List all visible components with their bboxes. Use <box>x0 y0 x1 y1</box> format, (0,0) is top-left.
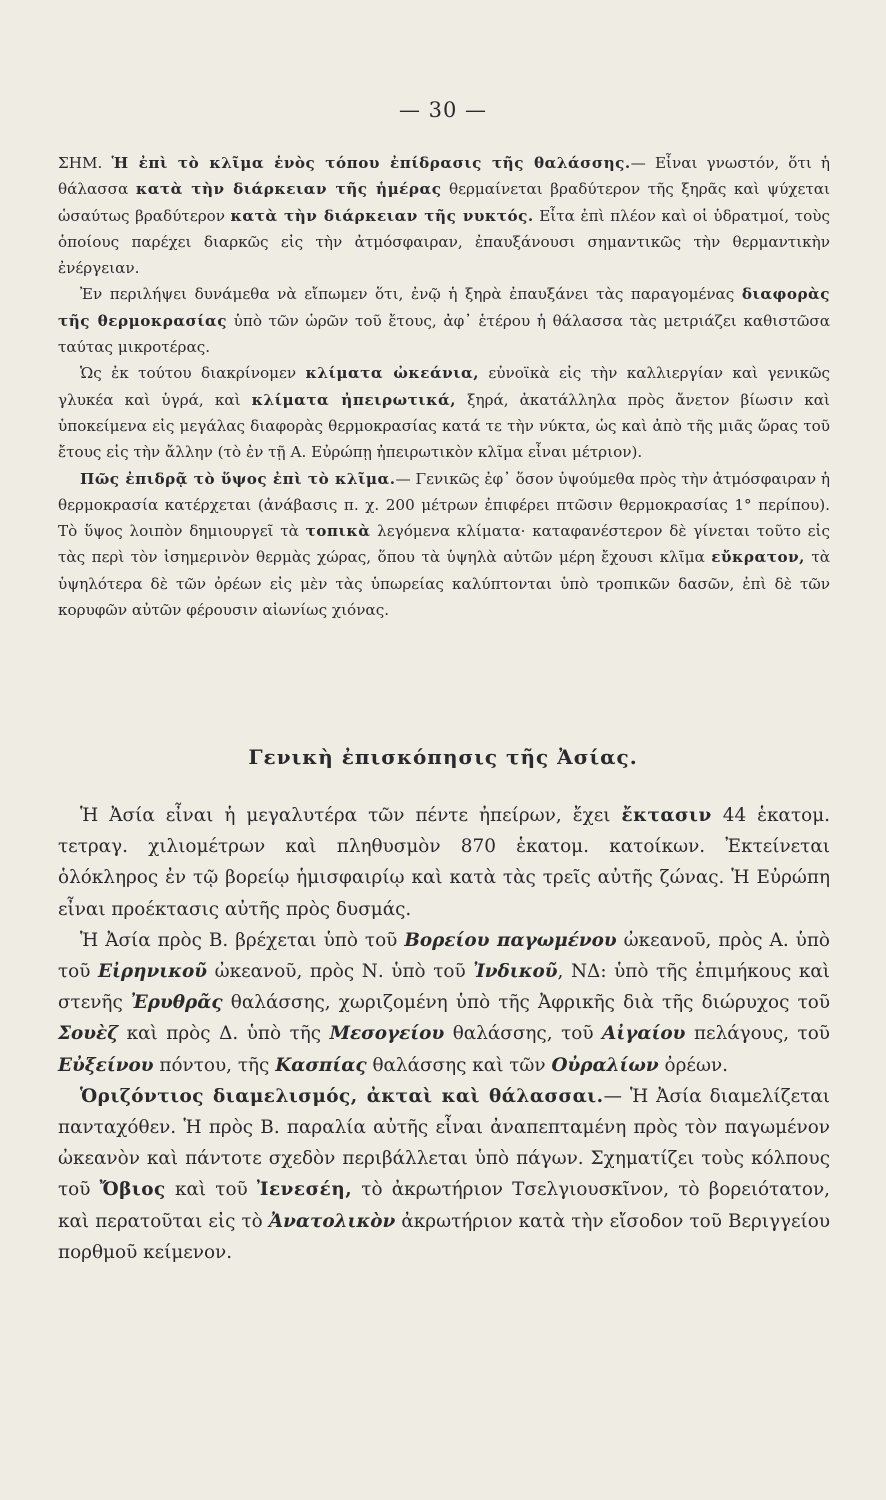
text: θαλάσσης καὶ τῶν <box>366 1054 552 1076</box>
text: ὠκεανοῦ, πρὸς Α. ὑπὸ τοῦ <box>58 929 830 983</box>
place-name: Οὐραλίων <box>551 1054 659 1076</box>
place-name: Μεσογείου <box>329 1023 445 1045</box>
page-number: — 30 — <box>398 98 488 122</box>
note-label: ΣΗΜ. <box>58 154 103 172</box>
place-name: Ἐρυθρᾶς <box>130 992 223 1014</box>
text: θερμαίνεται βραδύτερον τῆς ξηρᾶς καὶ ψύχεται ὡσαύτως βραδύτερον <box>58 180 830 225</box>
text: ὠκεανοῦ, πρὸς Ν. ὑπὸ τοῦ <box>207 961 474 983</box>
place-name: Εὐξείνου <box>58 1054 154 1076</box>
text: καὶ πρὸς Δ. ὑπὸ τῆς <box>118 1023 330 1045</box>
text: Ὡς ἐκ τούτου διακρίνομεν <box>80 364 306 383</box>
text: Ἡ Ἀσία πρὸς Β. βρέχεται ὑπὸ τοῦ <box>80 929 405 951</box>
section-title-sea-influence: Ἡ ἐπὶ τὸ κλῖμα ἑνὸς τόπου ἐπίδρασις τῆς θαλάσσης. <box>111 154 631 172</box>
paragraph-sea-influence <box>58 150 830 281</box>
text: Ἐν περιλήψει δυνάμεθα νὰ εἴπωμεν ὅτι, ἐνῷ ἡ ξηρὰ ἐπαυξάνει τὰς παραγομένας <box>80 285 742 304</box>
text: τὰ ὑψηλότερα δὲ τῶν ὀρέων εἰς μὲν τὰς ὑπωρείας καλύπτονται ὑπὸ τροπικῶν δασῶν, ἐπὶ δὲ τῶν κορυφῶν αὐτῶν φέρουσιν αἰωνίως χιόνας. <box>58 548 830 620</box>
paragraph-coastline <box>58 1081 830 1268</box>
place-name: Σουὲζ <box>58 1023 119 1045</box>
text: Ἡ Ἀσία εἶναι ἡ μεγαλυτέρα τῶν πέντε ἠπείρων, ἔχει <box>80 805 622 826</box>
text: λεγόμενα κλίματα· καταφανέστερον δὲ γίνεται τοῦτο εἰς τὰς περὶ τὸν ἰσημερινὸν θερμὰς χώρας, ὅπου τὰ ὑψηλὰ αὐτῶν μέρη ἔχουσι κλῖμα <box>58 522 831 567</box>
emphasis: κλίματα ὠκεάνια, <box>305 364 480 383</box>
paragraph-altitude <box>58 466 830 624</box>
paragraph-climate-types <box>58 360 830 465</box>
place-name: Αἰγαίου <box>602 1023 686 1045</box>
emphasis: τοπικὰ <box>305 522 371 541</box>
text: θαλάσσης, τοῦ <box>444 1023 603 1045</box>
section-title-altitude: Πῶς ἐπιδρᾷ τὸ ὕψος ἐπὶ τὸ κλῖμα. <box>80 469 396 488</box>
asia-section <box>58 800 830 1268</box>
text: θαλάσσης, χωριζομένη ὑπὸ τῆς Ἀφρικῆς διὰ τῆς διώρυχος τοῦ <box>222 992 830 1014</box>
chapter-heading: Γενικὴ ἐπισκόπησις τῆς Ἀσίας. <box>248 745 638 769</box>
text: , ΝΔ: ὑπὸ τῆς ἐπιμήκους καὶ στενῆς <box>58 961 830 1014</box>
text: 44 ἑκατομ. τετραγ. χιλιομέτρων καὶ πληθυσμὸν 870 ἑκατομ. κατοίκων. Ἐκτείνεται ὁλόκληρος ἐν τῷ βορείῳ ἡμισφαιρίῳ καὶ κατὰ τὰς τρεῖς αὐτῆς ζώνας. Ἡ Εὐρώπη εἶναι προέκτασις αὐτῆς πρὸς δυσμάς. <box>58 805 831 920</box>
text: — Γενικῶς ἐφ᾽ ὅσον ὑψούμεθα πρὸς τὴν ἀτμόσφαιραν ἡ θερμοκρασία κατέρχεται (ἀνάβασις π. χ. 200 μέτρων ἐπιφέρει πτῶσιν θερμοκρασίας 1° περίπου). Τὸ ὕψος λοιπὸν δημιουργεῖ τὰ <box>58 469 830 541</box>
emphasis: Ἰενεσέη, <box>256 1179 353 1201</box>
emphasis: ἔκτασιν <box>621 805 712 826</box>
climate-section <box>58 150 830 623</box>
emphasis: εὔκρατον, <box>711 548 805 567</box>
text: — Ἡ Ἀσία διαμελίζεται πανταχόθεν. Ἡ πρὸς Β. παραλία αὐτῆς εἶναι ἀναπεπταμένη πρὸς τὸν παγωμένον ὠκεανὸν καὶ πάντοτε σχεδὸν περιβάλλεται ὑπὸ πάγων. Σχηματίζει τοὺς κόλπους τοῦ <box>58 1085 830 1201</box>
text: πόντου, τῆς <box>153 1054 276 1076</box>
text: τὸ ἀκρωτήριον Τσελγιουσκῖνον, τὸ βορειότατον, καὶ περατοῦται εἰς τὸ <box>58 1179 830 1232</box>
text: ἀκρωτήριον κατὰ τὴν εἴσοδον τοῦ Βεριγγείου πορθμοῦ κείμενον. <box>58 1210 830 1263</box>
place-name: Ἀνατολικὸν <box>268 1210 396 1232</box>
text: πελάγους, τοῦ <box>685 1023 830 1045</box>
section-title-coastline: Ὁριζόντιος διαμελισμός, ἀκταὶ καὶ θάλασσαι. <box>80 1085 604 1107</box>
text: ξηρά, ἀκατάλληλα πρὸς ἄνετον βίωσιν καὶ ὑποκείμενα εἰς μεγάλας διαφορὰς θερμοκρασίας κατά τε τὴν νύκτα, ὡς καὶ ἀπὸ τῆς μιᾶς ὥρας τοῦ ἔτους εἰς τὴν ἄλλην (τὸ ἐν τῇ Α. Εὐρώπῃ ἠπειρωτικὸν κλῖμα εἶναι μέτριον). <box>58 390 830 462</box>
emphasis: Ὄβιος <box>99 1179 166 1201</box>
paragraph-summary <box>58 281 830 360</box>
text: καὶ τοῦ <box>165 1179 257 1201</box>
text: ὑπὸ τῶν ὡρῶν τοῦ ἔτους, ἀφ᾽ ἑτέρου ἡ θάλασσα τὰς μετριάζει καθιστῶσα ταύτας μικροτέρας. <box>58 311 830 357</box>
emphasis: διαφορὰς τῆς θερμοκρασίας <box>58 285 830 330</box>
emphasis: κατὰ τὴν διάρκειαν τῆς νυκτός. <box>230 206 534 225</box>
text: εὐνοϊκὰ εἰς τὴν καλλιεργίαν καὶ γενικῶς γλυκέα καὶ ὑγρά, καὶ <box>58 364 830 409</box>
text: ὀρέων. <box>658 1054 728 1076</box>
text: Εἶτα ἐπὶ πλέον καὶ οἱ ὑδρατμοί, τοὺς ὁποίους παρέχει διαρκῶς εἰς τὴν ἀτμόσφαιραν, ἐπαυξάνουσι σημαντικῶς τὴν θερμαντικὴν ἐνέργειαν. <box>58 206 830 278</box>
place-name: Εἰρηνικοῦ <box>98 961 208 983</box>
emphasis: κατὰ τὴν διάρκειαν τῆς ἡμέρας <box>135 180 442 199</box>
place-name: Κασπίας <box>275 1054 367 1076</box>
emphasis: κλίματα ἠπειρωτικά, <box>251 390 457 409</box>
paragraph-asia-borders <box>58 925 830 1081</box>
text: — Εἶναι γνωστόν, ὅτι ἡ θάλασσα <box>58 154 831 199</box>
place-name: Βορείου παγωμένου <box>404 929 617 951</box>
paragraph-asia-area <box>58 800 830 925</box>
place-name: Ἰνδικοῦ <box>473 961 558 983</box>
